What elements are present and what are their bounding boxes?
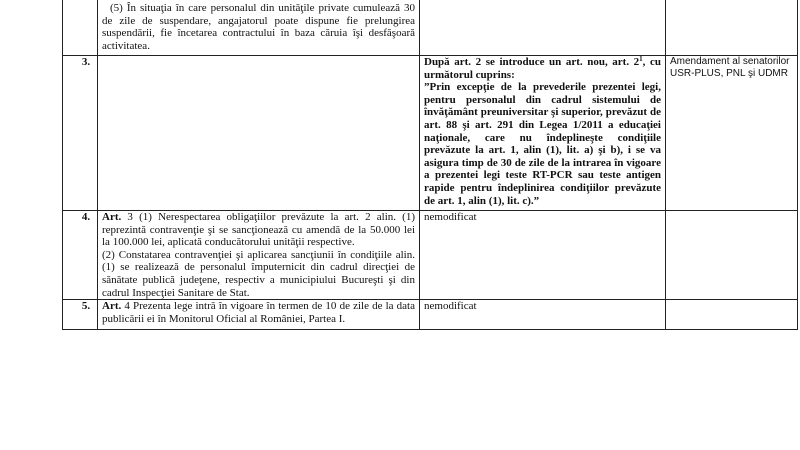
row-number: 3.	[63, 56, 98, 211]
proposal-cell	[420, 56, 666, 211]
law-paragraph: Art. 3 (1) Nerespectarea obligaţiilor prevăzute la art. 2 alin. (1) reprezintă contravenţie şi se sancţionează cu amendă de la 50.000 lei la 100.000 lei, aplicată conducătorului unităţii respective.	[102, 211, 415, 249]
law-text-cell	[98, 0, 420, 56]
row-number: 4.	[63, 211, 98, 300]
row-number: 5.	[63, 300, 98, 330]
proposal-cell	[420, 0, 666, 56]
law-paragraph: (5) În situaţia în care personalul din unităţile private cumulează 30 de zile de suspendare, angajatorul poate dispune fie prelungirea suspendării, fie încetarea contractului în baza căruia îşi desfăşoară activitatea.	[102, 2, 415, 52]
amendments-table	[62, 0, 798, 330]
proposal-body: ”Prin excepţie de la prevederile prezentei legi, pentru personalul din cadrul sistemului de învăţământ preuniversitar şi superior, prevăzut de art. 88 şi art. 291 din Legea 1/2011 a educaţiei naţionale, care nu îndeplineşte condiţiile prevăzute la art. 1, alin (1), lit. a) şi b), i se va asigura timp de 30 de zile de la intrarea în vigoare a prezentei legi teste RT-PCR sau teste antigen rapide pentru îndeplinirea condiţiilor prevăzute de art. 1, alin (1), lit. c).”	[424, 81, 661, 207]
law-text-cell	[98, 211, 420, 300]
law-paragraph: Art. 4 Prezenta lege intră în vigoare în termen de 10 de zile de la data publicării ei în Monitorul Oficial al României, Partea I.	[102, 300, 415, 325]
proposal-cell: nemodificat	[420, 211, 666, 300]
observations-cell	[666, 300, 798, 330]
proposal-cell: nemodificat	[420, 300, 666, 330]
table-row	[63, 56, 798, 211]
table-row	[63, 211, 798, 300]
observations-cell	[666, 0, 798, 56]
law-text-cell	[98, 56, 420, 211]
table-row	[63, 300, 798, 330]
law-paragraph: (2) Constatarea contravenţiei şi aplicarea sancţiunii în condiţiile alin. (1) se realizează de personalul împuternicit din cadrul direcţiei de sănătate publică judeţene, respectiv a municipiului Bucureşti şi din cadrul Inspecţiei Sanitare de Stat.	[102, 248, 415, 299]
table-row	[63, 0, 798, 56]
observations-cell: Amendament al senatorilor USR-PLUS, PNL şi UDMR	[666, 56, 798, 211]
law-text-cell	[98, 300, 420, 330]
row-number	[63, 0, 98, 56]
proposal-intro: După art. 2 se introduce un art. nou, art. $2^1$, cu următorul cuprins:	[424, 55, 661, 81]
observations-cell	[666, 211, 798, 300]
